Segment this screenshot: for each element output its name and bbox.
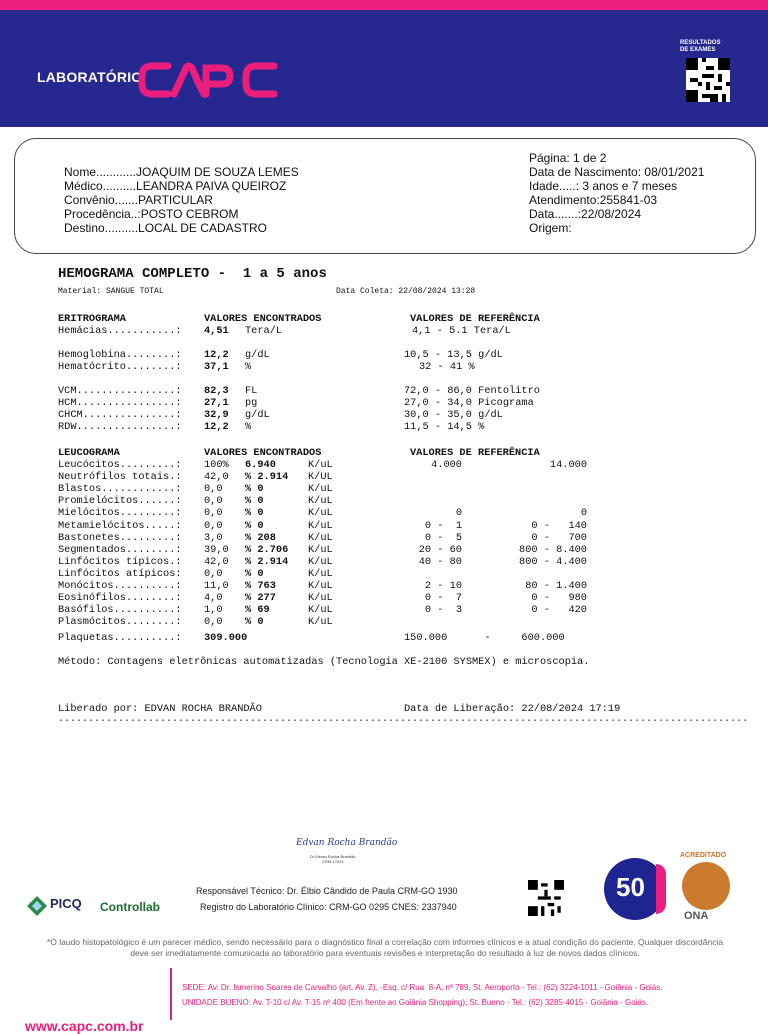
leucograma-row-ref-abs: 800 - 8.400 <box>519 543 587 556</box>
leucograma-row-unit: K/uL <box>308 567 333 580</box>
leucograma-row-abs: % 2.914 <box>245 471 289 484</box>
leucograma-row-pct: 4,0 <box>204 592 223 605</box>
collection-date: Data Coleta: 22/08/2024 13:28 <box>336 287 476 296</box>
leucograma-row-pct: 11,0 <box>204 580 229 592</box>
eritrograma-row-value: 4,51 <box>204 325 229 337</box>
eritrograma-row-value: 27,1 <box>204 397 229 409</box>
leucograma-row-unit: K/uL <box>308 616 333 629</box>
eritrograma-row-label: Hematócrito........: <box>58 361 182 373</box>
leucograma-row-unit: K/uL <box>308 604 333 617</box>
leucograma-row-pct: 0,0 <box>204 483 223 496</box>
birth-date: Data de Nascimento: 08/01/2021 <box>529 165 705 179</box>
leucograma-row-ref-abs: 0 - 980 <box>531 592 587 605</box>
eritrograma-row-label: RDW................: <box>58 421 182 433</box>
eritrograma-row-value: 82,3 <box>204 385 229 397</box>
disclaimer: *O laudo histopatológico é um parecer médico, sendo necessário para o diagnóstico final a correlação com informes clínicos e a atual condição do paciente. Qualquer discordância deve ser imediatamente comunicada ao laboratório para eventuais revisões e interpretação do resultado à luz de novos dados clínicos. <box>46 937 724 958</box>
patient-destination: Destino..........LOCAL DE CADASTRO <box>64 221 267 235</box>
leucograma-values-header: VALORES ENCONTRADOS <box>204 447 322 459</box>
attendance-number: Atendimento:255841-03 <box>529 193 658 207</box>
leucograma-row-pct: 1,0 <box>204 604 223 617</box>
leucograma-header: LEUCOGRAMA <box>58 447 120 459</box>
report-date: Data.......:22/08/2024 <box>529 207 642 221</box>
eritrograma-row-ref: 72,0 - 86,0 Fentolitro <box>404 385 540 397</box>
leucograma-row-abs: % 0 <box>245 495 264 508</box>
leucograma-row-ref-pct: 0 <box>455 507 462 520</box>
leucograma-row-pct: 0,0 <box>204 567 223 580</box>
leucograma-row-ref-pct: 20 - 60 <box>418 543 462 556</box>
capc-logo <box>138 58 288 108</box>
leucograma-row-ref-abs: 0 - 140 <box>531 519 587 532</box>
leucograma-row-label: Monócitos..........: <box>58 580 182 592</box>
plaquetas-value: 309.000 <box>204 632 248 644</box>
eritrograma-row-unit: pg <box>245 397 258 409</box>
lab-word: LABORATÓRIO <box>37 69 143 85</box>
leucograma-row-label: Blastos............: <box>58 483 182 496</box>
leucograma-row-label: Eosinófilos........: <box>58 592 182 605</box>
leucograma-row-abs: % 763 <box>245 580 276 592</box>
leucograma-row-label: Leucócitos.........: <box>58 459 182 471</box>
eritrograma-header: ERITROGRAMA <box>58 313 126 325</box>
plaquetas-label: Plaquetas..........: <box>58 632 182 644</box>
eritrograma-row-label: Hemoglobina........: <box>58 349 182 361</box>
leucograma-row-pct: 39,0 <box>204 543 229 556</box>
leucograma-row-abs: % 277 <box>245 592 276 605</box>
qr-code-footer[interactable] <box>528 880 564 916</box>
top-pink-stripe <box>0 0 768 10</box>
page-number: Página: 1 de 2 <box>529 151 607 165</box>
leucograma-row-unit: K/uL <box>308 459 333 471</box>
anniversary-50-logo: 50 <box>604 858 666 920</box>
eritrograma-row-ref: 11,5 - 14,5 % <box>404 421 485 433</box>
leucograma-row-ref-pct: 2 - 10 <box>424 580 462 592</box>
leucograma-row-ref-pct: 0 - 3 <box>424 604 462 617</box>
leucograma-row-unit: K/uL <box>308 483 333 496</box>
ona-accreditation-logo: ACREDITADO ONA <box>676 852 738 924</box>
controllab-logo: Controllab <box>100 900 160 914</box>
eritrograma-row-value: 12,2 <box>204 349 229 361</box>
responsible-technician: Responsável Técnico: Dr. Élbio Cândido de Paula CRM-GO 1930 <box>196 886 458 896</box>
leucograma-row-label: Linfócitos atípicos: <box>58 567 182 580</box>
leucograma-row-label: Bastonetes.........: <box>58 531 182 544</box>
leucograma-row-label: Linfócitos típicos.: <box>58 555 182 568</box>
leucograma-row-label: Metamielócitos.....: <box>58 519 182 532</box>
eritrograma-row-ref: 32 - 41 % <box>419 361 475 373</box>
eritrograma-values-header: VALORES ENCONTRADOS <box>204 313 322 325</box>
leucograma-row-label: Mielócitos.........: <box>58 507 182 520</box>
leucograma-row-ref-pct: 4.000 <box>431 459 462 471</box>
leucograma-row-ref-pct: 0 - 5 <box>424 531 462 544</box>
leucograma-row-pct: 100% <box>204 459 229 471</box>
leucograma-row-abs: % 69 <box>245 604 270 617</box>
leucograma-row-label: Promielócitos......: <box>58 495 182 508</box>
leucograma-row-ref-abs: 0 - 700 <box>531 531 587 544</box>
release-date: Data de Liberação: 22/08/2024 17:19 <box>404 703 621 715</box>
leucograma-row-unit: K/uL <box>308 592 333 605</box>
eritrograma-row-value: 37,1 <box>204 361 229 373</box>
eritrograma-row-label: HCM................: <box>58 397 182 409</box>
eritrograma-row-label: VCM................: <box>58 385 182 397</box>
eritrograma-row-value: 12,2 <box>204 421 229 433</box>
leucograma-row-pct: 0,0 <box>204 519 223 532</box>
footer-separator <box>170 968 172 1020</box>
leucograma-row-abs: % 0 <box>245 519 264 532</box>
eritrograma-row-ref: 30,0 - 35,0 g/dL <box>404 409 503 421</box>
leucograma-row-ref-pct: 0 - 7 <box>424 592 462 605</box>
leucograma-row-label: Basófilos..........: <box>58 604 182 617</box>
leucograma-row-unit: K/UL <box>308 471 333 484</box>
leucograma-row-abs: % 0 <box>245 616 264 629</box>
leucograma-row-abs: % 0 <box>245 567 264 580</box>
leucograma-row-abs: 6.940 <box>245 459 276 471</box>
leucograma-row-pct: 0,0 <box>204 507 223 520</box>
signature-caption: Dr Edvan Rocha Brandão CRM 17023 <box>310 854 356 864</box>
dotted-separator: ................................................................................................................... <box>58 714 749 725</box>
eritrograma-row-unit: FL <box>245 385 258 397</box>
leucograma-row-ref-abs: 800 - 4.400 <box>519 555 587 568</box>
eritrograma-row-value: 32,9 <box>204 409 229 421</box>
origin-field: Origem: <box>529 221 572 235</box>
leucograma-row-pct: 42,0 <box>204 555 229 568</box>
picq-logo: PICQ <box>26 895 96 919</box>
released-by: Liberado por: EDVAN ROCHA BRANDÃO <box>58 703 262 715</box>
patient-origin: Procedência..:POSTO CEBROM <box>64 207 239 221</box>
leucograma-ref-header: VALORES DE REFERÊNCIA <box>410 447 540 459</box>
leucograma-row-label: Neutrófilos totais.: <box>58 471 182 484</box>
eritrograma-ref-header: VALORES DE REFERÊNCIA <box>410 313 540 325</box>
leucograma-row-pct: 3,0 <box>204 531 223 544</box>
leucograma-row-ref-abs: 0 - 420 <box>531 604 587 617</box>
signature-script: Edvan Rocha Brandão <box>296 838 398 848</box>
leucograma-row-ref-abs: 0 <box>580 507 587 520</box>
leucograma-row-abs: % 0 <box>245 483 264 496</box>
leucograma-row-ref-abs: 14.000 <box>549 459 587 471</box>
patient-doctor: Médico..........LEANDRA PAIVA QUEIROZ <box>64 179 287 193</box>
leucograma-row-ref-abs: 80 - 1.400 <box>525 580 587 592</box>
patient-insurance: Convênio.......PARTICULAR <box>64 193 213 207</box>
leucograma-row-abs: % 208 <box>245 531 276 544</box>
plaquetas-ref: 150.000 - 600.000 <box>404 632 565 644</box>
eritrograma-row-unit: % <box>245 421 252 433</box>
method-text: Método: Contagens eletrônicas automatizadas (Tecnologia XE-2100 SYSMEX) e microscopia. <box>58 656 590 668</box>
exam-title: HEMOGRAMA COMPLETO - 1 a 5 anos <box>58 266 327 282</box>
eritrograma-row-ref: 4,1 - 5.1 Tera/L <box>412 325 511 337</box>
leucograma-row-ref-pct: 0 - 1 <box>424 519 462 532</box>
leucograma-row-ref-pct: 40 - 80 <box>418 555 462 568</box>
patient-name: Nome............JOAQUIM DE SOUZA LEMES <box>64 165 299 179</box>
leucograma-row-unit: K/uL <box>308 555 333 568</box>
leucograma-row-unit: K/uL <box>308 531 333 544</box>
lab-registry: Registro do Laboratório Clínico: CRM-GO 0295 CNES: 2337940 <box>200 902 457 912</box>
leucograma-row-pct: 42,0 <box>204 471 229 484</box>
eritrograma-row-unit: % <box>245 361 252 373</box>
leucograma-row-unit: K/uL <box>308 580 333 592</box>
eritrograma-row-ref: 10,5 - 13,5 g/dL <box>404 349 503 361</box>
footer-bueno-address: UNIDADE BUENO: Av. T-10 c/ Av. T-15 nº 400 (Em frente ao Goiânia Shopping), St. Bueno - Tel.: (62) 3285-4015 - Goiânia - Goiás. <box>182 998 649 1007</box>
leucograma-row-pct: 0,0 <box>204 616 223 629</box>
leucograma-row-unit: K/uL <box>308 543 333 556</box>
leucograma-row-unit: K/uL <box>308 519 333 532</box>
patient-age: Idade.....: 3 anos e 7 meses <box>529 179 678 193</box>
eritrograma-row-label: CHCM...............: <box>58 409 182 421</box>
leucograma-row-pct: 0,0 <box>204 495 223 508</box>
leucograma-row-abs: % 2.914 <box>245 555 289 568</box>
picq-icon <box>26 895 48 917</box>
qr-label: RESULTADOS DE EXAMES <box>680 40 721 53</box>
leucograma-row-label: Segmentados........: <box>58 543 182 556</box>
footer-sede-address: SEDE: Av. Dr. Ismerino Soares de Carvalho (art. Av. Z), -Esq. c/ Rua 8-A, nº 789, St. Aeroporto - Tel.: (62) 3224-1011 - Goiânia - Goiás. <box>182 983 663 992</box>
eritrograma-row-unit: g/dL <box>245 409 270 421</box>
qr-code-header[interactable] <box>686 58 730 102</box>
leucograma-row-unit: K/uL <box>308 495 333 508</box>
leucograma-row-label: Plasmócitos........: <box>58 616 182 629</box>
eritrograma-row-label: Hemácias...........: <box>58 325 182 337</box>
eritrograma-row-unit: Tera/L <box>245 325 283 337</box>
leucograma-row-unit: K/uL <box>308 507 333 520</box>
material: Material: SANGUE TOTAL <box>58 287 164 296</box>
eritrograma-row-unit: g/dL <box>245 349 270 361</box>
eritrograma-row-ref: 27,0 - 34,0 Picograma <box>404 397 534 409</box>
footer-website-link[interactable]: www.capc.com.br <box>25 1018 144 1034</box>
leucograma-row-abs: % 0 <box>245 507 264 520</box>
leucograma-row-abs: % 2.706 <box>245 543 289 556</box>
